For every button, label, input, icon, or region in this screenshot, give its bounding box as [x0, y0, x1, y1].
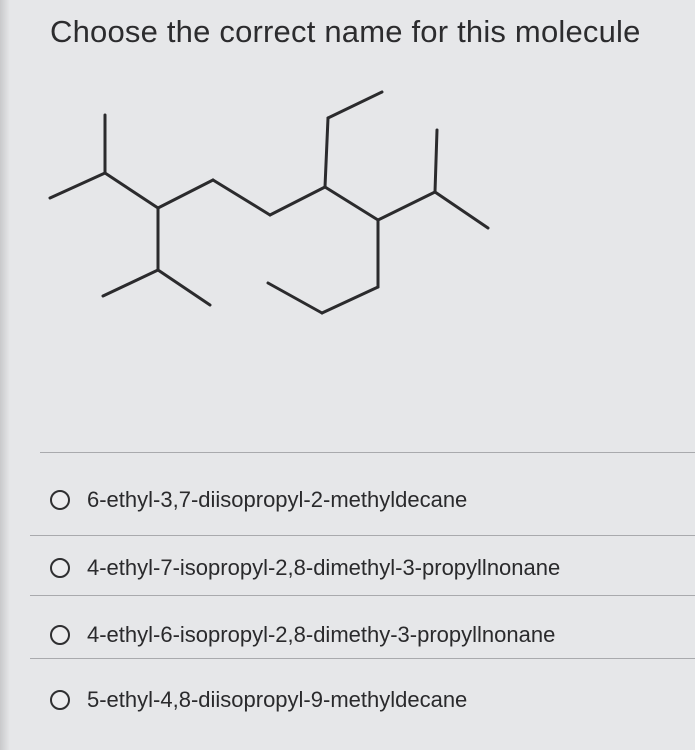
option-label: 6-ethyl-3,7-diisopropyl-2-methyldecane — [87, 487, 468, 512]
option-label: 4-ethyl-7-isopropyl-2,8-dimethyl-3-propyllnonane — [87, 555, 561, 580]
answer-option-2[interactable] — [50, 548, 560, 588]
bond — [328, 92, 382, 118]
bond — [158, 180, 213, 208]
bond — [270, 187, 325, 215]
divider — [40, 452, 695, 453]
bond — [435, 130, 437, 192]
answer-option-3[interactable] — [50, 615, 555, 655]
bond — [158, 270, 210, 305]
bond — [103, 270, 158, 296]
radio-button[interactable] — [50, 558, 70, 578]
radio-button[interactable] — [50, 490, 70, 510]
bond — [213, 180, 270, 215]
bond — [322, 287, 378, 313]
bond — [268, 283, 322, 313]
bond — [50, 173, 105, 198]
question-title: Choose the correct name for this molecule — [50, 14, 641, 49]
option-label: 4-ethyl-6-isopropyl-2,8-dimethy-3-propyllnonane — [87, 622, 556, 647]
answer-option-1[interactable] — [50, 480, 467, 520]
answer-option-4[interactable] — [50, 680, 467, 720]
radio-button[interactable] — [50, 690, 70, 710]
bond — [325, 187, 378, 220]
bond — [105, 173, 158, 208]
divider — [30, 535, 695, 536]
divider — [30, 658, 695, 659]
bond — [325, 118, 328, 187]
divider — [30, 595, 695, 596]
radio-button[interactable] — [50, 625, 70, 645]
bond — [378, 192, 435, 220]
option-label: 5-ethyl-4,8-diisopropyl-9-methyldecane — [87, 687, 468, 712]
molecule-skeletal-structure — [0, 80, 520, 340]
bond — [435, 192, 488, 228]
